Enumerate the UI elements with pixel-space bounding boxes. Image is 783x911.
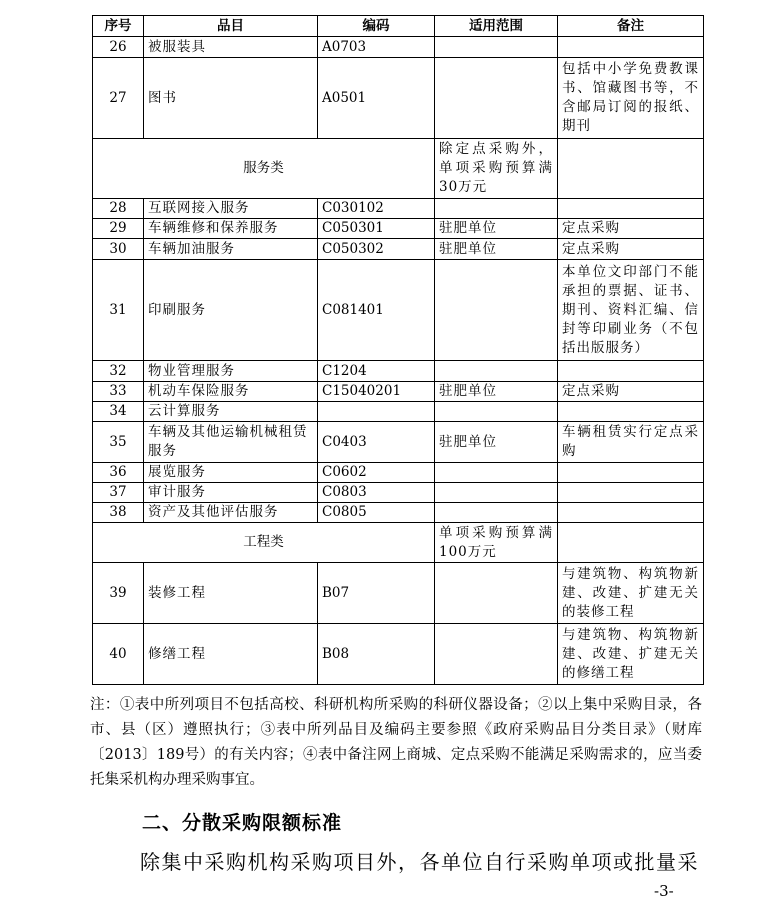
no-cell: 40 [93,624,144,685]
no-cell: 29 [93,219,144,239]
scope-cell: 单项采购预算满100万元 [435,523,558,563]
table-row [93,382,704,402]
scope-cell [435,37,558,58]
item-name-cell: 图书 [144,58,318,139]
header-note: 备注 [558,16,704,37]
no-cell: 36 [93,463,144,483]
note-cell [558,361,704,382]
header-code: 编码 [318,16,435,37]
item-name-cell: 车辆维修和保养服务 [144,219,318,239]
no-cell: 28 [93,199,144,219]
no-cell: 39 [93,563,144,624]
header-scope: 适用范围 [435,16,558,37]
item-name-cell: 装修工程 [144,563,318,624]
code-cell: C0602 [318,463,435,483]
note-cell: 与建筑物、构筑物新建、改建、扩建无关的修缮工程 [558,624,704,685]
code-cell: C050301 [318,219,435,239]
item-name-cell: 展览服务 [144,463,318,483]
code-cell [318,402,435,422]
no-cell: 32 [93,361,144,382]
item-name-cell: 被服装具 [144,37,318,58]
no-cell: 30 [93,239,144,260]
note-cell: 定点采购 [558,219,704,239]
item-name-cell: 车辆及其他运输机械租赁服务 [144,422,318,463]
note-cell: 包括中小学免费教课书、馆藏图书等，不含邮局订阅的报纸、期刊 [558,58,704,139]
table-row [93,463,704,483]
code-cell: C1204 [318,361,435,382]
scope-cell [435,58,558,139]
scope-cell [435,402,558,422]
item-name-cell: 审计服务 [144,483,318,503]
code-cell: B07 [318,563,435,624]
table-row [93,402,704,422]
procurement-catalog-table [92,15,704,685]
page-number: -3- [654,882,674,900]
table-row [93,239,704,260]
section-heading: 二、分散采购限额标准 [142,812,343,834]
scope-cell [435,483,558,503]
scope-cell: 驻肥单位 [435,239,558,260]
no-cell: 27 [93,58,144,139]
code-cell: A0501 [318,58,435,139]
category-row [93,523,704,563]
code-cell: C0803 [318,483,435,503]
table-row [93,361,704,382]
note-cell [558,402,704,422]
no-cell: 31 [93,260,144,361]
note-cell: 本单位文印部门不能承担的票据、证书、期刊、资料汇编、信封等印刷业务（不包括出版服务） [558,260,704,361]
table-row [93,624,704,685]
item-name-cell: 机动车保险服务 [144,382,318,402]
code-cell: A0703 [318,37,435,58]
code-cell: C0805 [318,503,435,523]
scope-cell: 除定点采购外，单项采购预算满30万元 [435,139,558,199]
item-name-cell: 互联网接入服务 [144,199,318,219]
scope-cell [435,260,558,361]
note-cell [558,139,704,199]
category-name: 工程类 [93,523,435,563]
item-name-cell: 物业管理服务 [144,361,318,382]
note-cell: 定点采购 [558,382,704,402]
body-paragraph: 除集中采购机构采购项目外，各单位自行采购单项或批量采 [140,850,699,874]
note-cell [558,37,704,58]
no-cell: 37 [93,483,144,503]
note-cell: 与建筑物、构筑物新建、改建、扩建无关的装修工程 [558,563,704,624]
item-name-cell: 车辆加油服务 [144,239,318,260]
table-body [93,37,704,685]
table-header-row [93,16,704,37]
category-name: 服务类 [93,139,435,199]
table-row [93,37,704,58]
category-row [93,139,704,199]
note-cell [558,463,704,483]
table-row [93,58,704,139]
table-row [93,260,704,361]
header-no: 序号 [93,16,144,37]
item-name-cell: 印刷服务 [144,260,318,361]
table-row [93,219,704,239]
no-cell: 34 [93,402,144,422]
note-cell: 定点采购 [558,239,704,260]
item-name-cell: 云计算服务 [144,402,318,422]
note-cell [558,503,704,523]
table-row [93,422,704,463]
scope-cell: 驻肥单位 [435,219,558,239]
table-row [93,199,704,219]
no-cell: 38 [93,503,144,523]
no-cell: 26 [93,37,144,58]
scope-cell [435,503,558,523]
note-cell [558,523,704,563]
header-item: 品目 [144,16,318,37]
note-cell [558,483,704,503]
scope-cell [435,563,558,624]
scope-cell [435,463,558,483]
code-cell: B08 [318,624,435,685]
table-footnote: 注：①表中所列项目不包括高校、科研机构所采购的科研仪器设备；②以上集中采购目录，各市、县（区）遵照执行；③表中所列品目及编码主要参照《政府采购品目分类目录》（财库〔2013〕189号）的有关内容；④表中备注网上商城、定点采购不能满足采购需求的，应当委托集采机构办理采购事宜。 [90,697,702,788]
scope-cell: 驻肥单位 [435,382,558,402]
no-cell: 35 [93,422,144,463]
scope-cell [435,361,558,382]
code-cell: C030102 [318,199,435,219]
table-row [93,503,704,523]
code-cell: C15040201 [318,382,435,402]
no-cell: 33 [93,382,144,402]
item-name-cell: 修缮工程 [144,624,318,685]
table-row [93,563,704,624]
scope-cell: 驻肥单位 [435,422,558,463]
code-cell: C0403 [318,422,435,463]
code-cell: C050302 [318,239,435,260]
note-cell [558,199,704,219]
scope-cell [435,199,558,219]
scope-cell [435,624,558,685]
note-cell: 车辆租赁实行定点采购 [558,422,704,463]
item-name-cell: 资产及其他评估服务 [144,503,318,523]
code-cell: C081401 [318,260,435,361]
table-row [93,483,704,503]
